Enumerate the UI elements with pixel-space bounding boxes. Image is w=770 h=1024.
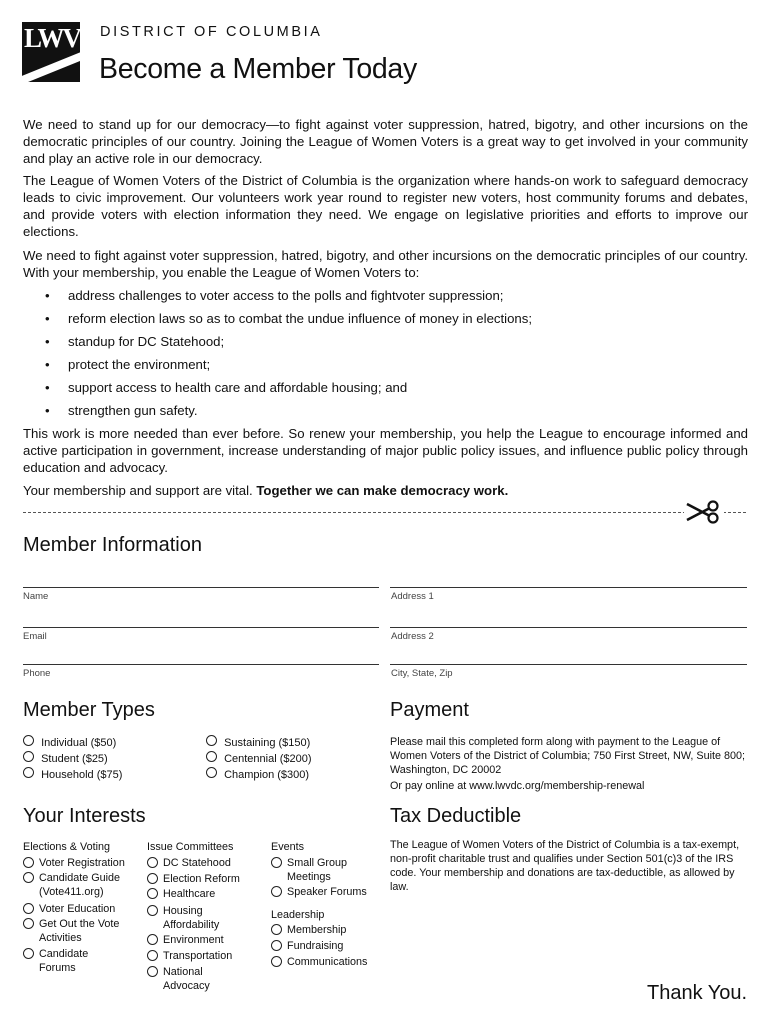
interest-option[interactable] [271,955,381,969]
option-label: Household ($75) [41,769,123,781]
option-label: Environment [163,934,224,946]
radio-icon[interactable] [23,872,34,883]
member-type-option[interactable] [23,751,108,766]
option-label: Candidate Forums [39,948,89,974]
list-item: • standup for DC Statehood; [45,333,745,356]
radio-icon[interactable] [271,857,282,868]
interest-option[interactable] [147,949,265,963]
option-label: National Advocacy [163,966,210,992]
interest-option[interactable] [147,965,265,993]
radio-icon[interactable] [23,751,34,762]
option-label: Housing Affordability [163,905,220,931]
radio-icon[interactable] [23,903,34,914]
option-label: Communications [287,956,368,968]
radio-icon[interactable] [147,905,158,916]
radio-icon[interactable] [271,886,282,897]
radio-icon[interactable] [271,924,282,935]
payment-heading: Payment [390,699,469,721]
payment-instructions: Please mail this completed form along with payment to the League of Women Voters of the District of Columbia; 750 First Street, NW, Suite 800; Washington, DC 20002 [390,736,746,776]
option-label: Student ($25) [41,753,108,765]
address1-label: Address 1 [391,591,434,602]
intro-paragraph-1: We need to stand up for our democracy—to fight against voter suppression, hatred, bigotry, and other incursions on the democratic principles of our country. Joining the League of Women Voters is a great way to get involved in your community and play an active role in our democracy. [23,117,748,166]
radio-icon[interactable] [147,966,158,977]
radio-icon[interactable] [147,857,158,868]
elections-title: Elections & Voting [23,841,111,853]
list-item: • protect the environment; [45,356,745,379]
radio-icon[interactable] [23,767,34,778]
option-label: DC Statehood [163,857,231,869]
page-title: Become a Member Today [99,53,417,85]
option-label: Healthcare [163,888,216,900]
tax-text: The League of Women Voters of the District of Columbia is a tax-exempt, non-profit charitable trust and qualifies under Section 501(c)3 of the IRS code. Your membership and donations are tax-deductible, as allowed by law. [390,839,740,893]
option-label: Transportation [163,950,233,962]
option-label: Sustaining ($150) [224,737,311,749]
address2-field[interactable] [390,627,747,628]
phone-label: Phone [23,668,51,679]
list-item: • strengthen gun safety. [45,402,745,425]
interest-option[interactable] [147,856,265,870]
list-item: • address challenges to voter access to the polls and fightvoter suppression; [45,287,745,310]
radio-icon[interactable] [147,873,158,884]
option-label: Centennial ($200) [224,753,312,765]
interest-option[interactable] [271,885,381,899]
option-label: Individual ($50) [41,737,117,749]
city-state-zip-label: City, State, Zip [391,668,453,679]
goals-list [45,287,745,425]
interest-option[interactable] [271,923,381,937]
email-label: Email [23,631,47,642]
radio-icon[interactable] [147,934,158,945]
interest-option[interactable] [23,856,141,870]
interest-option[interactable] [23,947,141,975]
radio-icon[interactable] [23,948,34,959]
radio-icon[interactable] [147,950,158,961]
radio-icon[interactable] [23,857,34,868]
list-item: • reform election laws so as to combat the undue influence of money in elections; [45,310,745,333]
radio-icon[interactable] [147,888,158,899]
issues-title: Issue Committees [147,841,234,853]
address2-label: Address 2 [391,631,434,642]
lwv-logo [22,22,80,82]
org-name: DISTRICT OF COLUMBIA [100,24,323,40]
scissors-icon [684,497,724,527]
member-type-option[interactable] [206,735,310,750]
radio-icon[interactable] [271,940,282,951]
name-field[interactable] [23,587,379,588]
list-item: • support access to health care and affordable housing; and [45,379,745,402]
phone-field[interactable] [23,664,379,665]
radio-icon[interactable] [23,918,34,929]
member-type-option[interactable] [23,767,122,782]
name-label: Name [23,591,49,602]
city-state-zip-field[interactable] [390,664,747,665]
radio-icon[interactable] [271,956,282,967]
member-type-option[interactable] [206,751,312,766]
tax-heading: Tax Deductible [390,805,522,827]
closing-text: Your membership and support are vital. [23,483,253,498]
radio-icon[interactable] [206,751,217,762]
interest-option[interactable] [23,871,141,899]
option-label: Fundraising [287,940,344,952]
member-type-option[interactable] [23,735,116,750]
option-label: Small Group Meetings [287,857,348,883]
intro-paragraph-5 [23,482,748,499]
interest-option[interactable] [147,887,265,901]
member-types-heading: Member Types [23,699,155,721]
interest-option[interactable] [147,933,265,947]
option-label: Membership [287,924,347,936]
member-type-option[interactable] [206,767,309,782]
thank-you: Thank You. [647,982,748,1004]
option-label: Get Out the Vote Activities [39,918,120,944]
intro-paragraph-4: This work is more needed than ever before. So renew your membership, you help the League to encourage informed and active participation in government, increase understanding of major public policy issues, and influence public policy through education and advocacy. [23,426,748,475]
intro-paragraph-3: We need to fight against voter suppression, hatred, bigotry, and other incursions on the democratic principles of our country. With your membership, you enable the League of Women Voters to: [23,248,748,280]
option-label: Candidate Guide (Vote411.org) [39,872,121,898]
radio-icon[interactable] [206,735,217,746]
email-field[interactable] [23,627,379,628]
interest-option[interactable] [271,856,381,884]
closing-bold-text: Together we can make democracy work. [256,483,509,498]
interest-option[interactable] [271,939,381,953]
interest-option[interactable] [23,917,141,945]
interests-heading: Your Interests [23,805,146,827]
payment-online: Or pay online at www.lwvdc.org/membership-renewal [390,780,645,792]
option-label: Champion ($300) [224,769,310,781]
address1-field[interactable] [390,587,747,588]
option-label: Election Reform [163,873,240,885]
interest-option[interactable] [23,902,141,916]
interest-option[interactable] [147,872,265,886]
option-label: Speaker Forums [287,886,367,898]
radio-icon[interactable] [206,767,217,778]
option-label: Voter Education [39,903,116,915]
intro-paragraph-2: The League of Women Voters of the District of Columbia is the organization where hands-on work to safeguard democracy leads to civic improvement. Our volunteers work year round to register new voters, host community forums and debates, and provide voters with election information they need. We engage on legislative priorities and efforts to improve our elections. [23,173,748,239]
leadership-title: Leadership [271,909,325,921]
logo-letters: LWV [24,23,80,53]
member-info-heading: Member Information [23,534,202,556]
option-label: Voter Registration [39,857,125,869]
cut-line [23,512,746,513]
interest-option[interactable] [147,904,265,932]
radio-icon[interactable] [23,735,34,746]
events-title: Events [271,841,305,853]
